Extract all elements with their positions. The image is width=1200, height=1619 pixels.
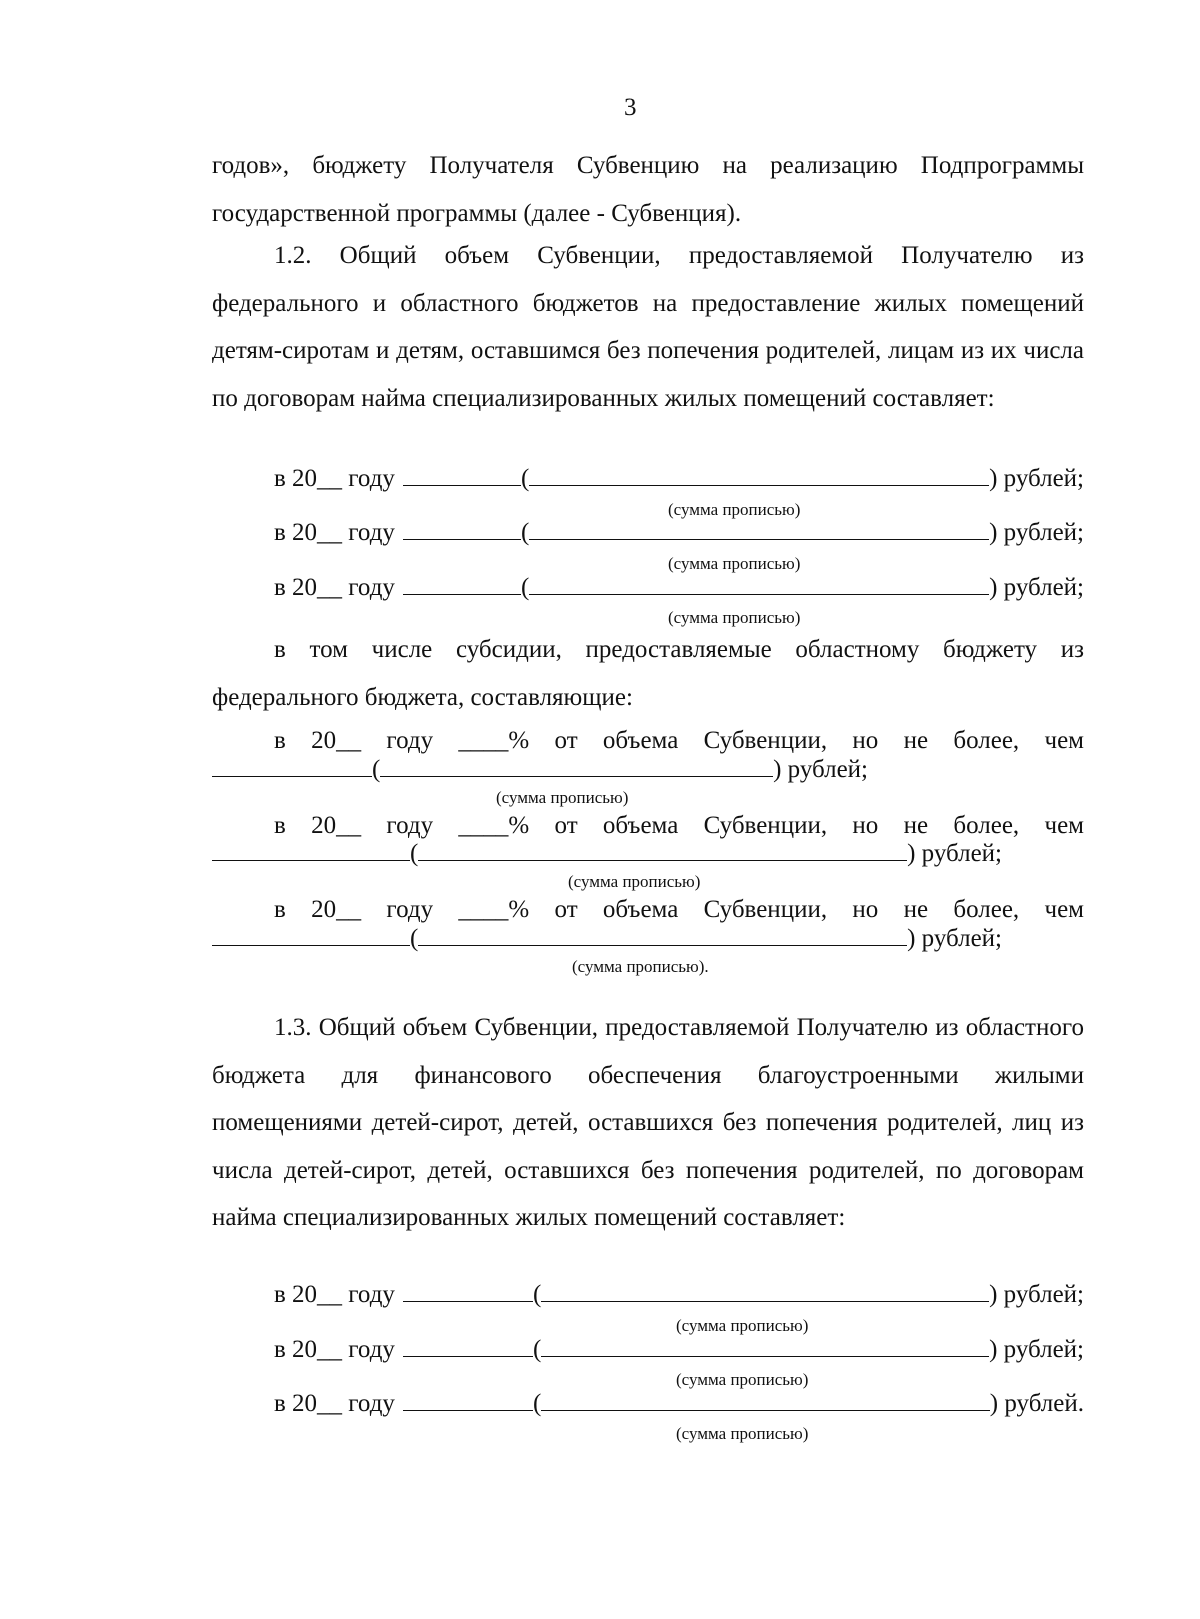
- row-prefix: в 20__ году: [274, 465, 395, 492]
- row-suffix: ) рублей;: [989, 574, 1084, 601]
- amount-blank: [403, 1390, 533, 1411]
- row-open-paren: (: [410, 925, 419, 952]
- caption: (сумма прописью): [676, 1370, 809, 1389]
- caption: (сумма прописью): [676, 1424, 809, 1443]
- caption: (сумма прописью): [496, 788, 629, 807]
- row-suffix: ) рублей.: [989, 1390, 1084, 1417]
- intro-paragraph: годов», бюджету Получателя Субвенцию на реализацию Подпрограммы государственной программы (далее - Субвенция).: [212, 152, 1084, 227]
- words-blank: [418, 925, 907, 946]
- row-suffix: ) рублей;: [989, 1336, 1084, 1363]
- row-prefix: в 20__ году: [274, 1281, 395, 1308]
- s13-row-1: [274, 1281, 1084, 1309]
- s12-row-3: [274, 574, 1084, 602]
- words-blank: [541, 1336, 989, 1357]
- row-open-paren: (: [520, 519, 530, 546]
- row-open-paren: (: [532, 1281, 542, 1308]
- row-open-paren: (: [532, 1336, 542, 1363]
- amount-blank: [403, 1336, 533, 1357]
- section-1-3-paragraph: 1.3. Общий объем Субвенции, предоставляемой Получателю из областного бюджета для финансового обеспечения благоустроенными жилыми помещениями детей-сирот, детей, оставшихся без попечения родителей, лиц из числа детей-сирот, детей, оставшихся без попечения родителей, по договорам найма специализированных жилых помещений составляет:: [212, 1014, 1084, 1231]
- row-suffix: ) рублей;: [907, 840, 1002, 867]
- row-suffix: ) рублей;: [989, 465, 1084, 492]
- row-open-paren: (: [532, 1390, 542, 1417]
- row-prefix: в 20__ году: [274, 1390, 395, 1417]
- s13-row-3: [274, 1390, 1084, 1418]
- row-suffix: ) рублей;: [773, 756, 868, 783]
- row-open-paren: (: [372, 756, 381, 783]
- words-blank: [380, 756, 773, 777]
- row-open-paren: (: [520, 574, 530, 601]
- words-blank: [529, 465, 989, 486]
- s12-row-2: [274, 519, 1084, 547]
- pct-row-3-amount: [212, 925, 1002, 953]
- amount-blank: [212, 756, 372, 777]
- row-prefix: в 20__ году: [274, 574, 395, 601]
- row-open-paren: (: [520, 465, 530, 492]
- caption: (сумма прописью): [668, 554, 801, 573]
- page-number: 3: [624, 94, 637, 121]
- including-paragraph: в том числе субсидии, предоставляемые областному бюджету из федерального бюджета, составляющие:: [212, 636, 1084, 711]
- words-blank: [529, 519, 989, 540]
- row-open-paren: (: [410, 840, 419, 867]
- amount-blank: [212, 925, 410, 946]
- pct-row-2-text: в 20__ году ____% от объема Субвенции, но не более, чем: [274, 812, 1084, 839]
- amount-blank: [403, 519, 521, 540]
- row-suffix: ) рублей;: [989, 1281, 1084, 1308]
- section-1-2-paragraph: 1.2. Общий объем Субвенции, предоставляемой Получателю из федерального и областного бюджетов на предоставление жилых помещений детям-сиротам и детям, оставшимся без попечения родителей, лицам из их числа по договорам найма специализированных жилых помещений составляет:: [212, 242, 1084, 412]
- caption: (сумма прописью).: [572, 957, 709, 976]
- caption: (сумма прописью): [568, 872, 701, 891]
- words-blank: [529, 574, 989, 595]
- row-suffix: ) рублей;: [989, 519, 1084, 546]
- caption: (сумма прописью): [668, 608, 801, 627]
- pct-row-3-text: в 20__ году ____% от объема Субвенции, но не более, чем: [274, 896, 1084, 923]
- row-prefix: в 20__ году: [274, 1336, 395, 1363]
- words-blank: [418, 840, 907, 861]
- pct-row-1-text: в 20__ году ____% от объема Субвенции, но не более, чем: [274, 727, 1084, 754]
- caption: (сумма прописью): [676, 1316, 809, 1335]
- caption: (сумма прописью): [668, 500, 801, 519]
- amount-blank: [212, 840, 410, 861]
- pct-row-2-amount: [212, 840, 1002, 868]
- amount-blank: [403, 465, 521, 486]
- row-prefix: в 20__ году: [274, 519, 395, 546]
- row-suffix: ) рублей;: [907, 925, 1002, 952]
- pct-row-1-amount: [212, 756, 868, 784]
- amount-blank: [403, 574, 521, 595]
- s12-row-1: [274, 465, 1084, 493]
- words-blank: [541, 1281, 989, 1302]
- amount-blank: [403, 1281, 533, 1302]
- s13-row-2: [274, 1336, 1084, 1364]
- words-blank: [541, 1390, 990, 1411]
